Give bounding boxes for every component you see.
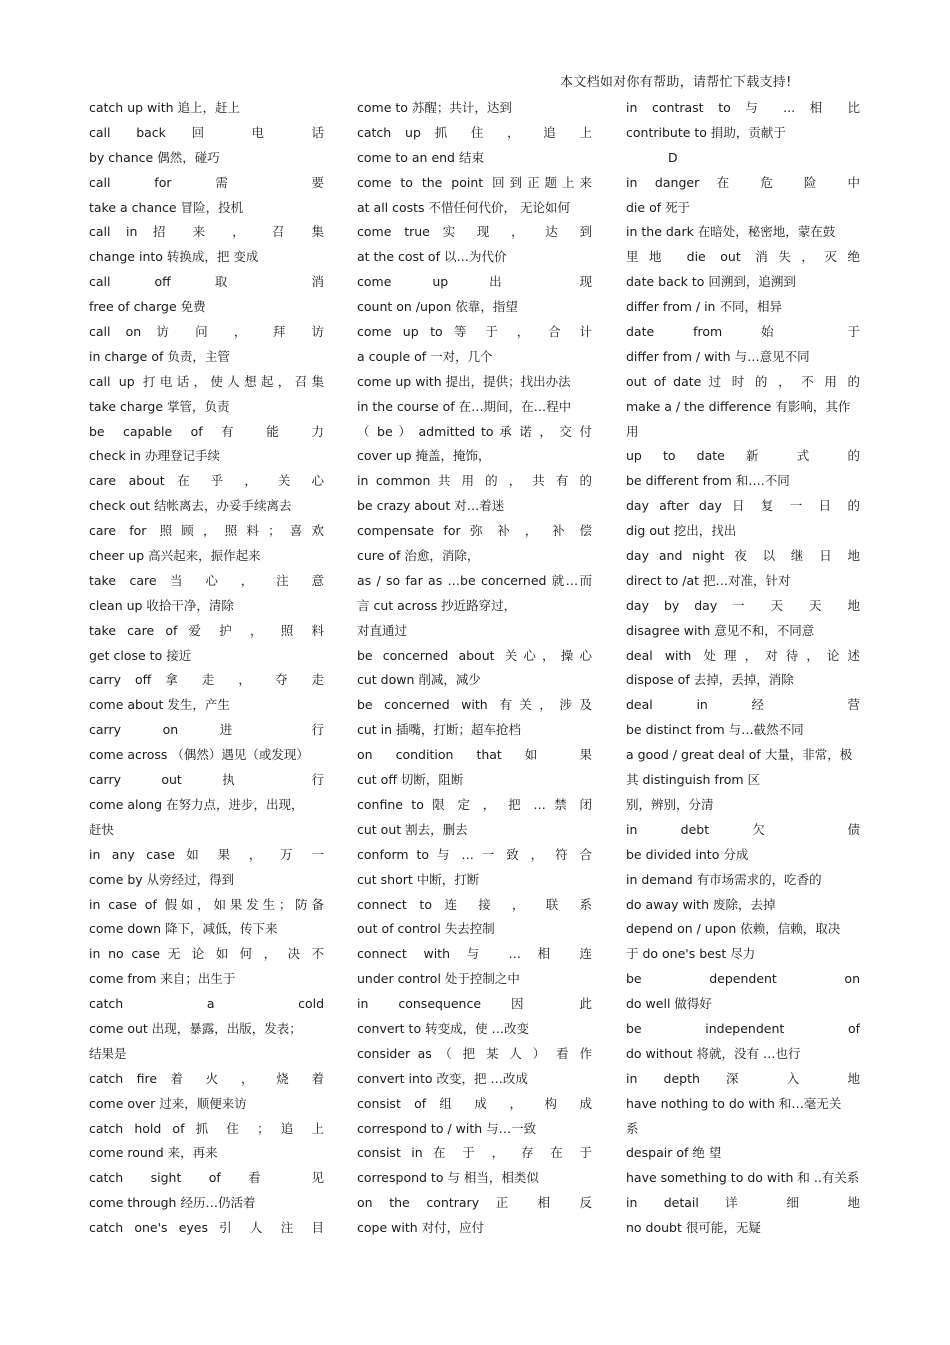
phrase-line: be different from 和….不同 (626, 473, 790, 489)
phrase-line: catch up with 追上，赶上 (89, 100, 241, 115)
phrase-line: differ from / in 不同，相异 (626, 299, 782, 315)
phrase-line: come along 在努力点，进步，出现， (89, 796, 304, 812)
phrase-line: disagree with 意见不和，不同意 (626, 622, 815, 638)
phrase-line: be independent of (626, 1020, 860, 1036)
phrase-line: cope with 对付，应付 (357, 1220, 485, 1236)
phrase-line: on condition that 如 果 (357, 747, 592, 763)
phrase-line: conform to 与 … 一 致 ， 符 合 (357, 846, 592, 862)
phrase-line: （ be ） admitted to 承 诺 ， 交 付 (357, 423, 592, 439)
phrase-line: confine to 限 定 ， 把 … 禁 闭 (357, 796, 592, 812)
phrase-line: by chance 偶然，碰巧 (89, 149, 220, 165)
phrase-line: come to an end 结束 (357, 149, 484, 165)
phrase-line: count on /upon 依靠，指望 (357, 299, 518, 315)
phrase-line: have nothing to do with 和…毫无关 (626, 1095, 842, 1111)
phrase-line: take care of 爱 护 ， 照 料 (89, 622, 324, 638)
phrase-line: 别，辨别，分清 (626, 796, 714, 812)
phrase-line: despair of 绝 望 (626, 1145, 722, 1161)
phrase-line: cut short 中断，打断 (357, 871, 480, 887)
phrase-line: in the course of 在…期间，在…程中 (357, 398, 572, 414)
phrase-line: correspond to 与 相当，相类似 (357, 1170, 539, 1186)
phrase-line: come up to 等 于 ， 合 计 (357, 324, 592, 340)
phrase-line: correspond to / with 与…一致 (357, 1120, 537, 1136)
phrase-line: contribute to 捐助，贡献于 (626, 124, 786, 140)
phrase-line: 里地 die out 消失，灭绝 (626, 249, 860, 265)
phrase-line: catch hold of 抓 住 ； 追 上 (89, 1120, 324, 1136)
phrase-line: do away with 废除，去掉 (626, 896, 776, 912)
phrase-line: cut off 切断，阻断 (357, 772, 464, 788)
phrase-line: a good / great deal of 大量，非常，极 (626, 747, 853, 763)
phrase-line: call up 打电话，使人想起，召集 (89, 373, 324, 389)
phrase-line: compensate for 弥 补 ， 补 偿 (357, 523, 592, 539)
phrase-line: convert to 转变成，使 …改变 (357, 1020, 530, 1036)
phrase-line: date back to 回溯到，追溯到 (626, 274, 796, 290)
phrase-line: cheer up 高兴起来，振作起来 (89, 548, 261, 564)
phrase-line: in case of 假如，如果发生；防备 (89, 896, 324, 912)
phrase-line: take care 当 心 ， 注 意 (89, 572, 324, 588)
phrase-column-2 (357, 96, 592, 1241)
phrase-line: come through 经历…仍活着 (89, 1195, 256, 1211)
phrase-line: 赶快 (89, 821, 115, 837)
phrase-line: care about 在 乎 ， 关 心 (89, 473, 324, 489)
phrase-line: 用 (626, 423, 639, 439)
phrase-line: have something to do with 和 ..有关系 (626, 1170, 860, 1186)
phrase-line: do without 将就，没有 …也行 (626, 1045, 801, 1061)
phrase-line: depend on / upon 依赖，信赖，取决 (626, 921, 841, 937)
phrase-line: change into 转换成，把 变成 (89, 249, 259, 265)
phrase-line: catch sight of 看 见 (89, 1170, 324, 1186)
phrase-line: catch a cold (89, 996, 324, 1012)
phrase-column-3 (626, 96, 860, 1241)
phrase-line: come up with 提出，提供；找出办法 (357, 373, 571, 389)
phrase-line: check in 办理登记手续 (89, 448, 220, 464)
phrase-line: day after day 日 复 一 日 的 (626, 498, 860, 514)
phrase-line: under control 处于控制之中 (357, 971, 520, 987)
phrase-line: come about 发生，产生 (89, 697, 230, 713)
phrase-line: call off 取 消 (89, 274, 324, 290)
phrase-line: do well 做得好 (626, 996, 712, 1012)
phrase-line: in the dark 在暗处，秘密地，蒙在鼓 (626, 224, 836, 240)
phrase-line: come true 实 现 ， 达 到 (357, 224, 592, 240)
phrase-line: 系 (626, 1120, 639, 1136)
phrase-line: come by 从旁经过，得到 (89, 871, 235, 887)
phrase-line: carry out 执 行 (89, 772, 324, 788)
phrase-line: take charge 掌管，负责 (89, 398, 230, 414)
phrase-line: clean up 收拾干净，清除 (89, 597, 234, 613)
phrase-line: in any case 如 果 ， 万 一 (89, 846, 324, 862)
phrase-line: catch up 抓 住 ， 追 上 (357, 124, 592, 140)
phrase-line: take a chance 冒险，投机 (89, 199, 244, 215)
phrase-line: cover up 掩盖，掩饰， (357, 448, 491, 464)
phrase-line: be divided into 分成 (626, 846, 749, 862)
phrase-line: be capable of 有 能 力 (89, 423, 324, 439)
phrase-line: in detail 详 细 地 (626, 1195, 860, 1211)
phrase-line: get close to 接近 (89, 647, 192, 663)
phrase-line: in common 共 用 的 ， 共 有 的 (357, 473, 592, 489)
phrase-line: 于 do one's best 尽力 (626, 946, 756, 962)
phrase-line: consist of 组 成 ， 构 成 (357, 1095, 592, 1111)
phrase-line: out of control 失去控制 (357, 921, 495, 937)
phrase-line: out of date 过 时 的 ， 不 用 的 (626, 373, 860, 389)
phrase-line: cut in 插嘴，打断；超车抢档 (357, 722, 522, 738)
phrase-line: check out 结帐离去，办妥手续离去 (89, 498, 292, 514)
phrase-line: be concerned with 有关，涉及 (357, 697, 592, 713)
phrase-line: cure of 治愈，消除， (357, 548, 480, 564)
phrase-line: dispose of 去掉，丢掉，消除 (626, 672, 794, 688)
phrase-line: come across （偶然）遇见（或发现） (89, 747, 309, 763)
phrase-line: make a / the difference 有影响，其作 (626, 398, 851, 414)
phrase-column-1 (89, 96, 324, 1241)
phrase-line: in debt 欠 债 (626, 821, 860, 837)
phrase-line: cut out 割去，删去 (357, 821, 468, 837)
phrase-line: day and night 夜 以 继 日 地 (626, 548, 860, 564)
phrase-line: in demand 有市场需求的，吃香的 (626, 871, 822, 887)
phrase-line: on the contrary 正 相 反 (357, 1195, 592, 1211)
phrase-line: consider as （ 把 某 人 ） 看 作 (357, 1045, 592, 1061)
phrase-line: in contrast to 与 ... 相 比 (626, 100, 860, 115)
phrase-line: catch fire 着 火 ， 烧 着 (89, 1070, 324, 1086)
phrase-line: free of charge 免费 (89, 299, 206, 315)
phrase-line: come from 来自；出生于 (89, 971, 236, 987)
phrase-line: die of 死于 (626, 199, 691, 215)
phrase-line: be crazy about 对…着迷 (357, 498, 505, 514)
download-notice: 本文档如对你有帮助，请帮忙下载支持! (560, 75, 792, 90)
phrase-line: catch one's eyes 引 人 注 目 (89, 1220, 324, 1236)
phrase-line: differ from / with 与…意见不同 (626, 348, 810, 364)
phrase-line: 对直通过 (357, 622, 408, 638)
phrase-line: D (668, 149, 678, 165)
phrase-line: come out 出现，暴露，出版，发表； (89, 1020, 302, 1036)
phrase-line: direct to /at 把…对准，针对 (626, 572, 791, 588)
phrase-line: convert into 改变，把 …改成 (357, 1070, 528, 1086)
phrase-line: in danger 在 危 险 中 (626, 174, 860, 190)
phrase-line: carry off 拿 走 ， 夺 走 (89, 672, 324, 688)
phrase-line: care for 照顾，照料；喜欢 (89, 523, 324, 539)
phrase-line: come up 出 现 (357, 274, 592, 290)
phrase-line: no doubt 很可能，无疑 (626, 1220, 761, 1236)
phrase-line: be dependent on (626, 971, 860, 987)
phrase-line: connect with 与 … 相 连 (357, 946, 592, 962)
phrase-line: 言 cut across 抄近路穿过， (357, 597, 517, 613)
phrase-line: come round 来，再来 (89, 1145, 218, 1161)
phrase-line: call in 招 来 ， 召 集 (89, 224, 324, 240)
phrase-line: in charge of 负责，主管 (89, 348, 230, 364)
phrase-line: come to the point 回到正题上来 (357, 174, 592, 190)
phrase-line: carry on 进 行 (89, 722, 324, 738)
phrase-line: as / so far as …be concerned 就…而 (357, 572, 592, 588)
phrase-line: call back 回 电 话 (89, 124, 324, 140)
phrase-line: in consequence 因 此 (357, 996, 592, 1012)
phrase-line: come over 过来，顺便来访 (89, 1095, 247, 1111)
phrase-line: be concerned about 关心，操心 (357, 647, 592, 663)
phrase-line: in no case 无 论 如 何 ， 决 不 (89, 946, 324, 962)
phrase-line: come down 降下，减低，传下来 (89, 921, 278, 937)
phrase-line: 结果是 (89, 1045, 127, 1061)
phrase-line: up to date 新 式 的 (626, 448, 860, 464)
phrase-line: a couple of 一对，几个 (357, 348, 493, 364)
phrase-line: call for 需 要 (89, 174, 324, 190)
phrase-line: date from 始 于 (626, 324, 860, 340)
phrase-line: come to 苏醒；共计，达到 (357, 100, 512, 115)
phrase-line: deal with 处理，对待，论述 (626, 647, 860, 663)
phrase-line: at all costs 不惜任何代价， 无论如何 (357, 199, 571, 215)
phrase-line: cut down 削减，减少 (357, 672, 481, 688)
phrase-line: connect to 连 接 ， 联 系 (357, 896, 592, 912)
phrase-line: dig out 挖出，找出 (626, 523, 737, 539)
phrase-line: 其 distinguish from 区 (626, 772, 760, 788)
phrase-line: at the cost of 以…为代价 (357, 249, 507, 265)
phrase-line: consist in 在 于 ， 存 在 于 (357, 1145, 592, 1161)
phrase-line: call on 访 问 ， 拜 访 (89, 324, 324, 340)
phrase-line: day by day 一 天 天 地 (626, 597, 860, 613)
phrase-line: deal in 经 营 (626, 697, 860, 713)
phrase-line: be distinct from 与…截然不同 (626, 722, 804, 738)
phrase-line: in depth 深 入 地 (626, 1070, 860, 1086)
